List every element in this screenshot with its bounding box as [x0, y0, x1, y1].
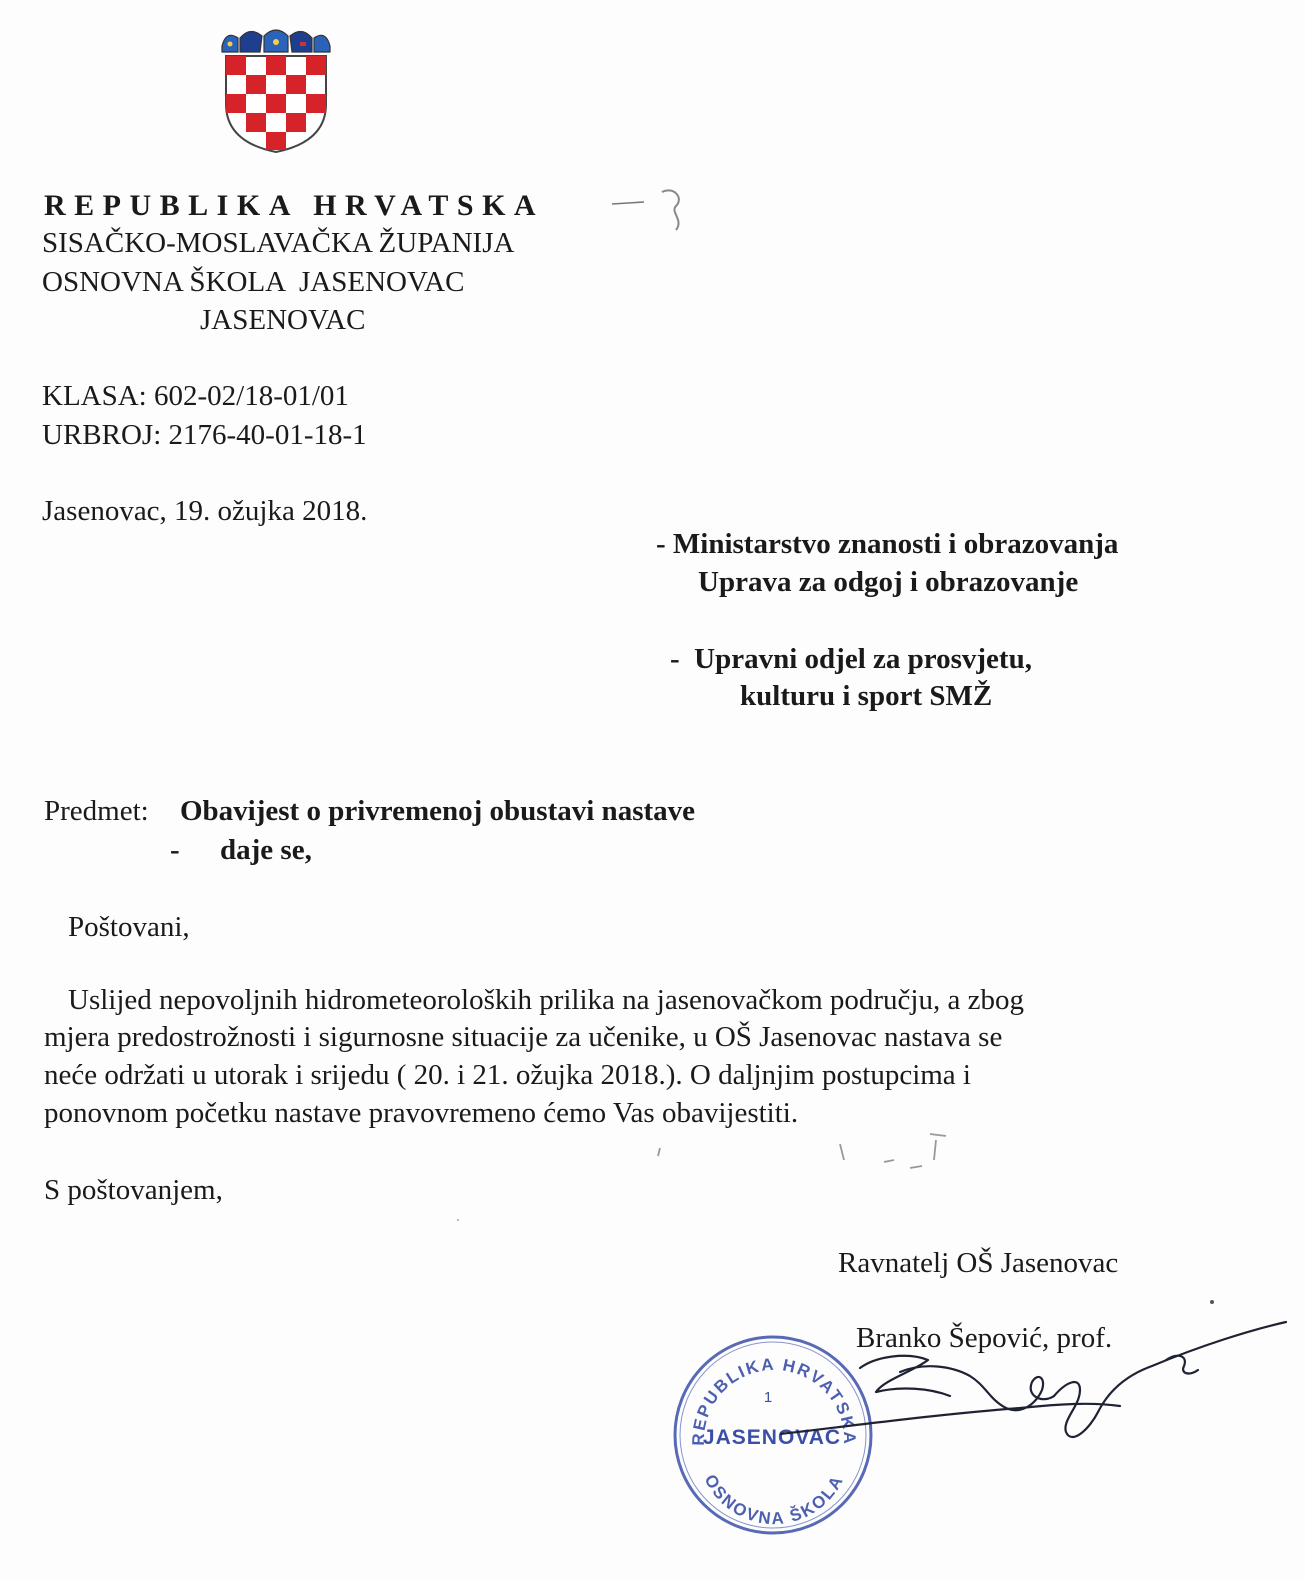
stamp-top-text: REPUBLIKA HRVATSKA: [688, 1354, 860, 1446]
subject-dash: -: [170, 834, 180, 866]
signer-name: Branko Šepović, prof.: [856, 1322, 1113, 1354]
subject-title: Obavijest o privremenoj obustavi nastave: [180, 795, 696, 827]
body-line: mjera predostrožnosti i sigurnosne situacije za učenike, u OŠ Jasenovac nastava se: [44, 1021, 1003, 1053]
stamp-bottom-text: OSNOVNA ŠKOLA: [700, 1471, 848, 1529]
body-line: ponovnom početku nastave pravovremeno ćemo Vas obavijestiti.: [44, 1097, 799, 1129]
recipient-1-line-2: Uprava za odgoj i obrazovanje: [698, 566, 1079, 598]
urbroj-number: URBROJ: 2176-40-01-18-1: [42, 419, 367, 451]
stamp-number: 1: [763, 1389, 773, 1406]
subject-sub: daje se,: [220, 834, 312, 866]
closing: S poštovanjem,: [44, 1174, 223, 1206]
recipient-2-line-2: kulturu i sport SMŽ: [740, 680, 993, 712]
body-line: Uslijed nepovoljnih hidrometeoroloških prilika na jasenovačkom području, a zbog: [68, 984, 1024, 1016]
body-line: neće održati u utorak i srijedu ( 20. i 21. ožujka 2018.). O daljnjim postupcima i: [44, 1059, 971, 1091]
croatian-coat-of-arms-icon: [216, 24, 336, 154]
header-county: SISAČKO-MOSLAVAČKA ŽUPANIJA: [42, 227, 515, 259]
salutation: Poštovani,: [68, 911, 190, 943]
handwritten-signature: [780, 1316, 1300, 1466]
stamp-center-text: JASENOVAC: [702, 1426, 842, 1449]
signer-title: Ravnatelj OŠ Jasenovac: [838, 1247, 1119, 1279]
recipient-2-line-1: - Upravni odjel za prosvjetu,: [670, 643, 1032, 675]
document-date: Jasenovac, 19. ožujka 2018.: [42, 495, 368, 527]
header-country: REPUBLIKA HRVATSKA: [44, 189, 545, 222]
subject-label: Predmet:: [44, 795, 149, 827]
recipient-1-line-1: - Ministarstvo znanosti i obrazovanja: [656, 528, 1119, 560]
header-school: OSNOVNA ŠKOLA JASENOVAC: [42, 266, 465, 298]
klasa-number: KLASA: 602-02/18-01/01: [42, 380, 349, 412]
header-city: JASENOVAC: [200, 304, 366, 336]
